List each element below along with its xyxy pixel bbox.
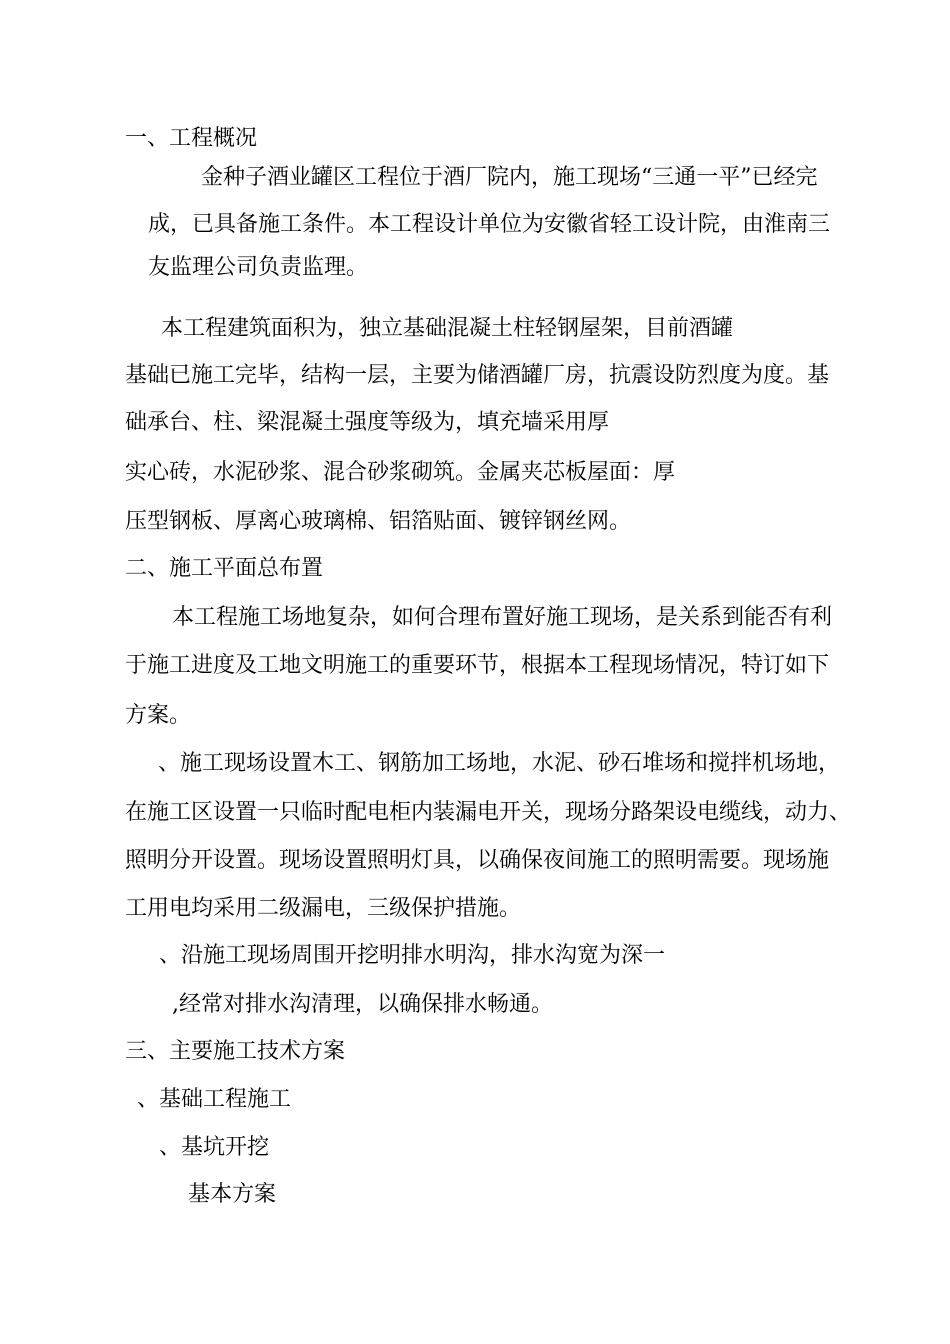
paragraph-line: 础承台、柱、梁混凝土强度等级为，填充墙采用厚 (125, 410, 610, 435)
paragraph-line: 金种子酒业罐区工程位于酒厂院内，施工现场“三通一平”已经完 (201, 165, 818, 190)
paragraph-line: 于施工进度及工地文明施工的重要环节，根据本工程现场情况，特订如下 (125, 653, 830, 678)
subheading: 、基坑开挖 (159, 1135, 270, 1160)
paragraph-line: 照明分开设置。现场设置照明灯具，以确保夜间施工的照明需要。现场施 (125, 848, 830, 873)
paragraph-line: 本工程建筑面积为，独立基础混凝土柱轻钢屋架，目前酒罐 (161, 316, 734, 341)
paragraph-line: 、施工现场设置木工、钢筋加工场地，水泥、砂石堆场和搅拌机场地， (158, 751, 841, 776)
paragraph-line: 方案。 (125, 703, 192, 728)
paragraph-line: 友监理公司负责监理。 (148, 255, 369, 280)
section-heading-layout: 二、施工平面总布置 (125, 556, 324, 581)
paragraph-line: 本工程施工场地复杂，如何合理布置好施工现场，是关系到能否有利 (172, 605, 833, 630)
section-heading-overview: 一、工程概况 (125, 126, 258, 151)
paragraph-line: 在施工区设置一只临时配电柜内装漏电开关，现场分路架设电缆线，动力、 (125, 800, 852, 825)
paragraph-line: 、沿施工现场周围开挖明排水明沟，排水沟宽为深一 (159, 943, 666, 968)
paragraph-line: 工用电均采用二级漏电，三级保护措施。 (125, 896, 522, 921)
paragraph-line: 成，已具备施工条件。本工程设计单位为安徽省轻工设计院，由淮南三 (148, 212, 831, 237)
paragraph-line: ,经常对排水沟清理，以确保排水畅通。 (172, 992, 553, 1017)
subheading: 基本方案 (188, 1182, 277, 1207)
section-heading-technical: 三、主要施工技术方案 (125, 1039, 346, 1064)
paragraph-line: 基础已施工完毕，结构一层，主要为储酒罐厂房，抗震设防烈度为度。基 (125, 363, 830, 388)
paragraph-line: 压型钢板、厚离心玻璃棉、铝箔贴面、镀锌钢丝网。 (125, 509, 632, 534)
paragraph-line: 实心砖，水泥砂浆、混合砂浆砌筑。金属夹芯板屋面：厚 (125, 460, 676, 485)
subheading: 、基础工程施工 (137, 1087, 292, 1112)
